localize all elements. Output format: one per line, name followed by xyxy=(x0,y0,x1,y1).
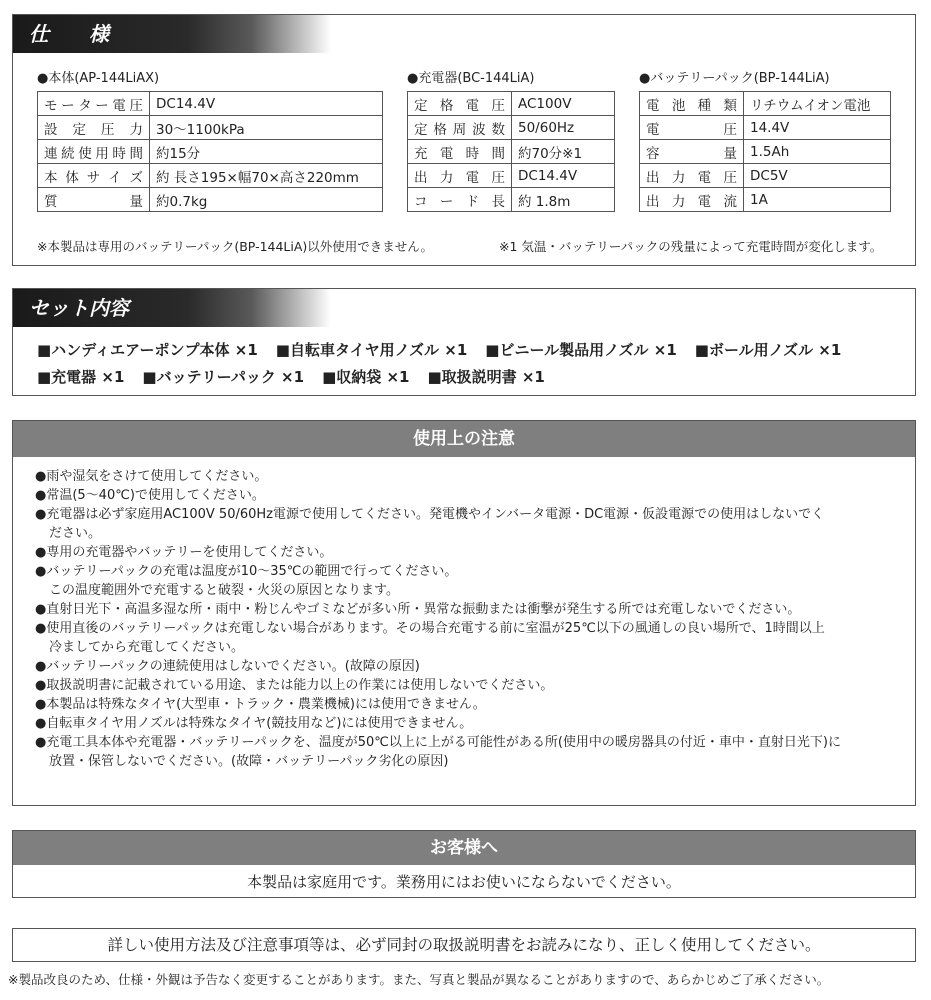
label-char: ド xyxy=(465,193,480,210)
label-char: 圧 xyxy=(491,169,505,186)
set-item: ■ボール用ノズル ×1 xyxy=(694,341,842,359)
battery-value: DC5V xyxy=(744,164,891,188)
battery-value: リチウムイオン電池 xyxy=(744,92,891,116)
label-char: 波 xyxy=(472,121,486,138)
battery-row xyxy=(640,140,891,164)
label-char: 格 xyxy=(439,97,454,114)
body-value: 約15分 xyxy=(150,140,383,164)
charger-row xyxy=(408,164,615,188)
label-char: 定 xyxy=(72,121,86,138)
set-item: ■取扱説明書 ×1 xyxy=(427,368,545,386)
set-item: ■ビニール製品用ノズル ×1 xyxy=(485,341,677,359)
battery-value: 1A xyxy=(744,188,891,212)
spec-title: 仕 様 xyxy=(13,15,331,53)
label-char: 本 xyxy=(44,169,58,186)
label-char: 力 xyxy=(129,121,143,138)
caution-list xyxy=(35,467,899,771)
label-char: 圧 xyxy=(101,121,115,138)
label-char: 出 xyxy=(646,193,660,210)
label-char: 連 xyxy=(44,145,58,162)
label-char: コ xyxy=(414,193,428,210)
charger-label xyxy=(408,164,512,188)
charger-label-text xyxy=(414,94,505,114)
charger-label-text xyxy=(414,142,505,162)
set-item: ■バッテリーパック ×1 xyxy=(142,368,305,386)
charger-value: 約70分※1 xyxy=(512,140,615,164)
set-contents-title: セット内容 xyxy=(13,289,331,327)
label-char: 使 xyxy=(78,145,92,162)
label-char: 時 xyxy=(112,145,126,162)
label-char: 質 xyxy=(44,193,58,210)
customer-section xyxy=(12,830,916,898)
caution-item: ●常温(5～40℃)で使用してください。 xyxy=(35,488,265,503)
label-char: 間 xyxy=(129,145,143,162)
label-char: タ xyxy=(78,97,92,114)
label-char: 電 xyxy=(697,169,712,186)
label-char: 力 xyxy=(671,193,686,210)
charger-label xyxy=(408,92,512,116)
set-contents-line-1 xyxy=(37,339,859,360)
battery-spec-heading: ●バッテリーパック(BP-144LiA) xyxy=(639,71,830,86)
battery-label xyxy=(640,92,744,116)
label-char: 量 xyxy=(723,145,737,162)
label-char: 圧 xyxy=(723,121,737,138)
label-char: 定 xyxy=(414,121,428,138)
caution-item: ●専用の充電器やバッテリーを使用してください。 xyxy=(35,545,333,560)
body-label-text xyxy=(44,94,143,114)
spec-section xyxy=(12,14,916,266)
label-char: 時 xyxy=(465,145,480,162)
caution-section xyxy=(12,420,916,806)
charger-spec-table xyxy=(407,91,615,212)
label-char: ー xyxy=(95,97,109,114)
battery-label xyxy=(640,140,744,164)
customer-text: 本製品は家庭用です。業務用にはお使いにならないでください。 xyxy=(247,873,681,891)
body-label xyxy=(38,164,150,188)
battery-label xyxy=(640,188,744,212)
charger-label-text xyxy=(414,190,505,210)
battery-label-text xyxy=(646,118,737,138)
battery-label xyxy=(640,164,744,188)
charger-value: 50/60Hz xyxy=(512,116,615,140)
caution-item: ださい。 xyxy=(49,526,102,541)
label-char: 出 xyxy=(646,169,660,186)
battery-value: 14.4V xyxy=(744,116,891,140)
charger-value: DC14.4V xyxy=(512,164,615,188)
label-char: ズ xyxy=(129,169,143,186)
set-contents-section xyxy=(12,288,916,396)
battery-value: 1.5Ah xyxy=(744,140,891,164)
label-char: 種 xyxy=(697,97,712,114)
label-char: 用 xyxy=(95,145,109,162)
set-item: ■充電器 ×1 xyxy=(37,368,125,386)
body-spec-heading: ●本体(AP-144LiAX) xyxy=(37,71,160,86)
caution-item: ●バッテリーパックの充電は温度が10～35℃の範囲で行ってください。 xyxy=(35,564,458,579)
label-char: 充 xyxy=(414,145,428,162)
body-value: 30～1100kPa xyxy=(150,116,383,140)
label-char: 力 xyxy=(439,169,454,186)
body-row xyxy=(38,140,383,164)
label-char: 流 xyxy=(723,193,737,210)
charger-row xyxy=(408,188,615,212)
body-label-text xyxy=(44,118,143,138)
body-label-text xyxy=(44,190,143,210)
charger-label xyxy=(408,188,512,212)
battery-label-text xyxy=(646,166,737,186)
battery-row xyxy=(640,164,891,188)
charger-row xyxy=(408,140,615,164)
caution-item: ●充電器は必ず家庭用AC100V 50/60Hz電源で使用してください。発電機やインバータ電源・DC電源・仮設電源での使用はしないでく xyxy=(35,507,825,522)
body-row xyxy=(38,164,383,188)
label-char: 周 xyxy=(452,121,467,138)
label-char: 電 xyxy=(439,145,454,162)
caution-item: ●充電工具本体や充電器・バッテリーパックを、温度が50℃以上に上がる可能性がある所(使用中の暖房器具の付近・車中・直射日光下)に xyxy=(35,735,841,750)
set-contents-line-2 xyxy=(37,366,563,387)
body-label xyxy=(38,140,150,164)
body-row xyxy=(38,116,383,140)
battery-label-text xyxy=(646,142,737,162)
label-char: 体 xyxy=(65,169,79,186)
caution-item: ●雨や湿気をさけて使用してください。 xyxy=(35,469,268,484)
manual-notice-box xyxy=(12,928,916,962)
charger-label xyxy=(408,140,512,164)
label-char: 圧 xyxy=(491,97,505,114)
label-char: 圧 xyxy=(723,169,737,186)
label-char: 出 xyxy=(414,169,428,186)
label-char: モ xyxy=(44,97,58,114)
body-value: DC14.4V xyxy=(150,92,383,116)
battery-label-text xyxy=(646,190,737,210)
caution-item: 冷ましてから充電してください。 xyxy=(49,640,245,655)
charge-time-footnote: ※1 気温・バッテリーパックの残量によって充電時間が変化します。 xyxy=(499,239,883,254)
body-label xyxy=(38,188,150,212)
footer-disclaimer: ※製品改良のため、仕様・外観は予告なく変更することがあります。また、写真と製品が異なることがありますので、あらかじめご了承ください。 xyxy=(8,972,830,987)
body-label xyxy=(38,92,150,116)
caution-item: ●使用直後のバッテリーパックは充電しない場合があります。その場合充電する前に室温が25℃以下の風通しの良い場所で、1時間以上 xyxy=(35,621,825,636)
caution-item: ●取扱説明書に記載されている用途、または能力以上の作業には使用しないでください。 xyxy=(35,678,554,693)
battery-row xyxy=(640,188,891,212)
label-char: 間 xyxy=(491,145,505,162)
label-char: サ xyxy=(86,169,101,186)
label-char: 定 xyxy=(414,97,428,114)
label-char: 量 xyxy=(129,193,143,210)
body-row xyxy=(38,188,383,212)
label-char: 容 xyxy=(646,145,660,162)
charger-label xyxy=(408,116,512,140)
label-char: 圧 xyxy=(129,97,143,114)
charger-row xyxy=(408,92,615,116)
caution-item: この温度範囲外で充電すると破裂・火災の原因となります。 xyxy=(49,583,399,598)
label-char: 電 xyxy=(465,97,480,114)
caution-title: 使用上の注意 xyxy=(13,421,915,457)
label-char: 長 xyxy=(491,193,505,210)
label-char: 電 xyxy=(697,193,712,210)
body-value: 約0.7kg xyxy=(150,188,383,212)
battery-label xyxy=(640,116,744,140)
label-char: 類 xyxy=(723,97,737,114)
battery-only-note: ※本製品は専用のバッテリーパック(BP-144LiA)以外使用できません。 xyxy=(37,239,434,254)
battery-spec-table xyxy=(639,91,891,212)
body-label xyxy=(38,116,150,140)
label-char: 数 xyxy=(491,121,505,138)
label-char: 力 xyxy=(671,169,686,186)
battery-row xyxy=(640,92,891,116)
body-label-text xyxy=(44,142,143,162)
label-char: 電 xyxy=(646,121,660,138)
caution-item: 放置・保管しないでください。(故障・バッテリーパック劣化の原因) xyxy=(49,754,449,769)
set-item: ■自転車タイヤ用ノズル ×1 xyxy=(275,341,468,359)
caution-item: ●自転車タイヤ用ノズルは特殊なタイヤ(競技用など)には使用できません。 xyxy=(35,716,473,731)
body-label-text xyxy=(44,166,143,186)
label-char: イ xyxy=(108,169,122,186)
label-char: 格 xyxy=(433,121,447,138)
charger-value: 約 1.8m xyxy=(512,188,615,212)
label-char: ー xyxy=(61,97,75,114)
caution-item: ●本製品は特殊なタイヤ(大型車・トラック・農業機械)には使用できません。 xyxy=(35,697,486,712)
set-item: ■収納袋 ×1 xyxy=(322,368,410,386)
body-value: 約 長さ195×幅70×高さ220mm xyxy=(150,164,383,188)
caution-item: ●直射日光下・高温多湿な所・雨中・粉じんやゴミなどが多い所・異常な振動または衝撃が発生する所では充電しないでください。 xyxy=(35,602,801,617)
label-char: 池 xyxy=(671,97,686,114)
charger-label-text xyxy=(414,118,505,138)
battery-label-text xyxy=(646,94,737,114)
label-char: 電 xyxy=(646,97,660,114)
label-char: 続 xyxy=(61,145,75,162)
label-char: 電 xyxy=(465,169,480,186)
customer-title: お客様へ xyxy=(13,831,915,865)
charger-row xyxy=(408,116,615,140)
body-row xyxy=(38,92,383,116)
charger-label-text xyxy=(414,166,505,186)
battery-row xyxy=(640,116,891,140)
label-char: ー xyxy=(439,193,454,210)
label-char: 設 xyxy=(44,121,58,138)
set-item: ■ハンディエアーポンプ本体 ×1 xyxy=(37,341,258,359)
label-char: 電 xyxy=(112,97,126,114)
caution-item: ●バッテリーパックの連続使用はしないでください。(故障の原因) xyxy=(35,659,420,674)
charger-spec-heading: ●充電器(BC-144LiA) xyxy=(407,71,535,86)
body-spec-table xyxy=(37,91,383,212)
manual-notice-text: 詳しい使用方法及び注意事項等は、必ず同封の取扱説明書をお読みになり、正しく使用してください。 xyxy=(107,936,821,954)
charger-value: AC100V xyxy=(512,92,615,116)
